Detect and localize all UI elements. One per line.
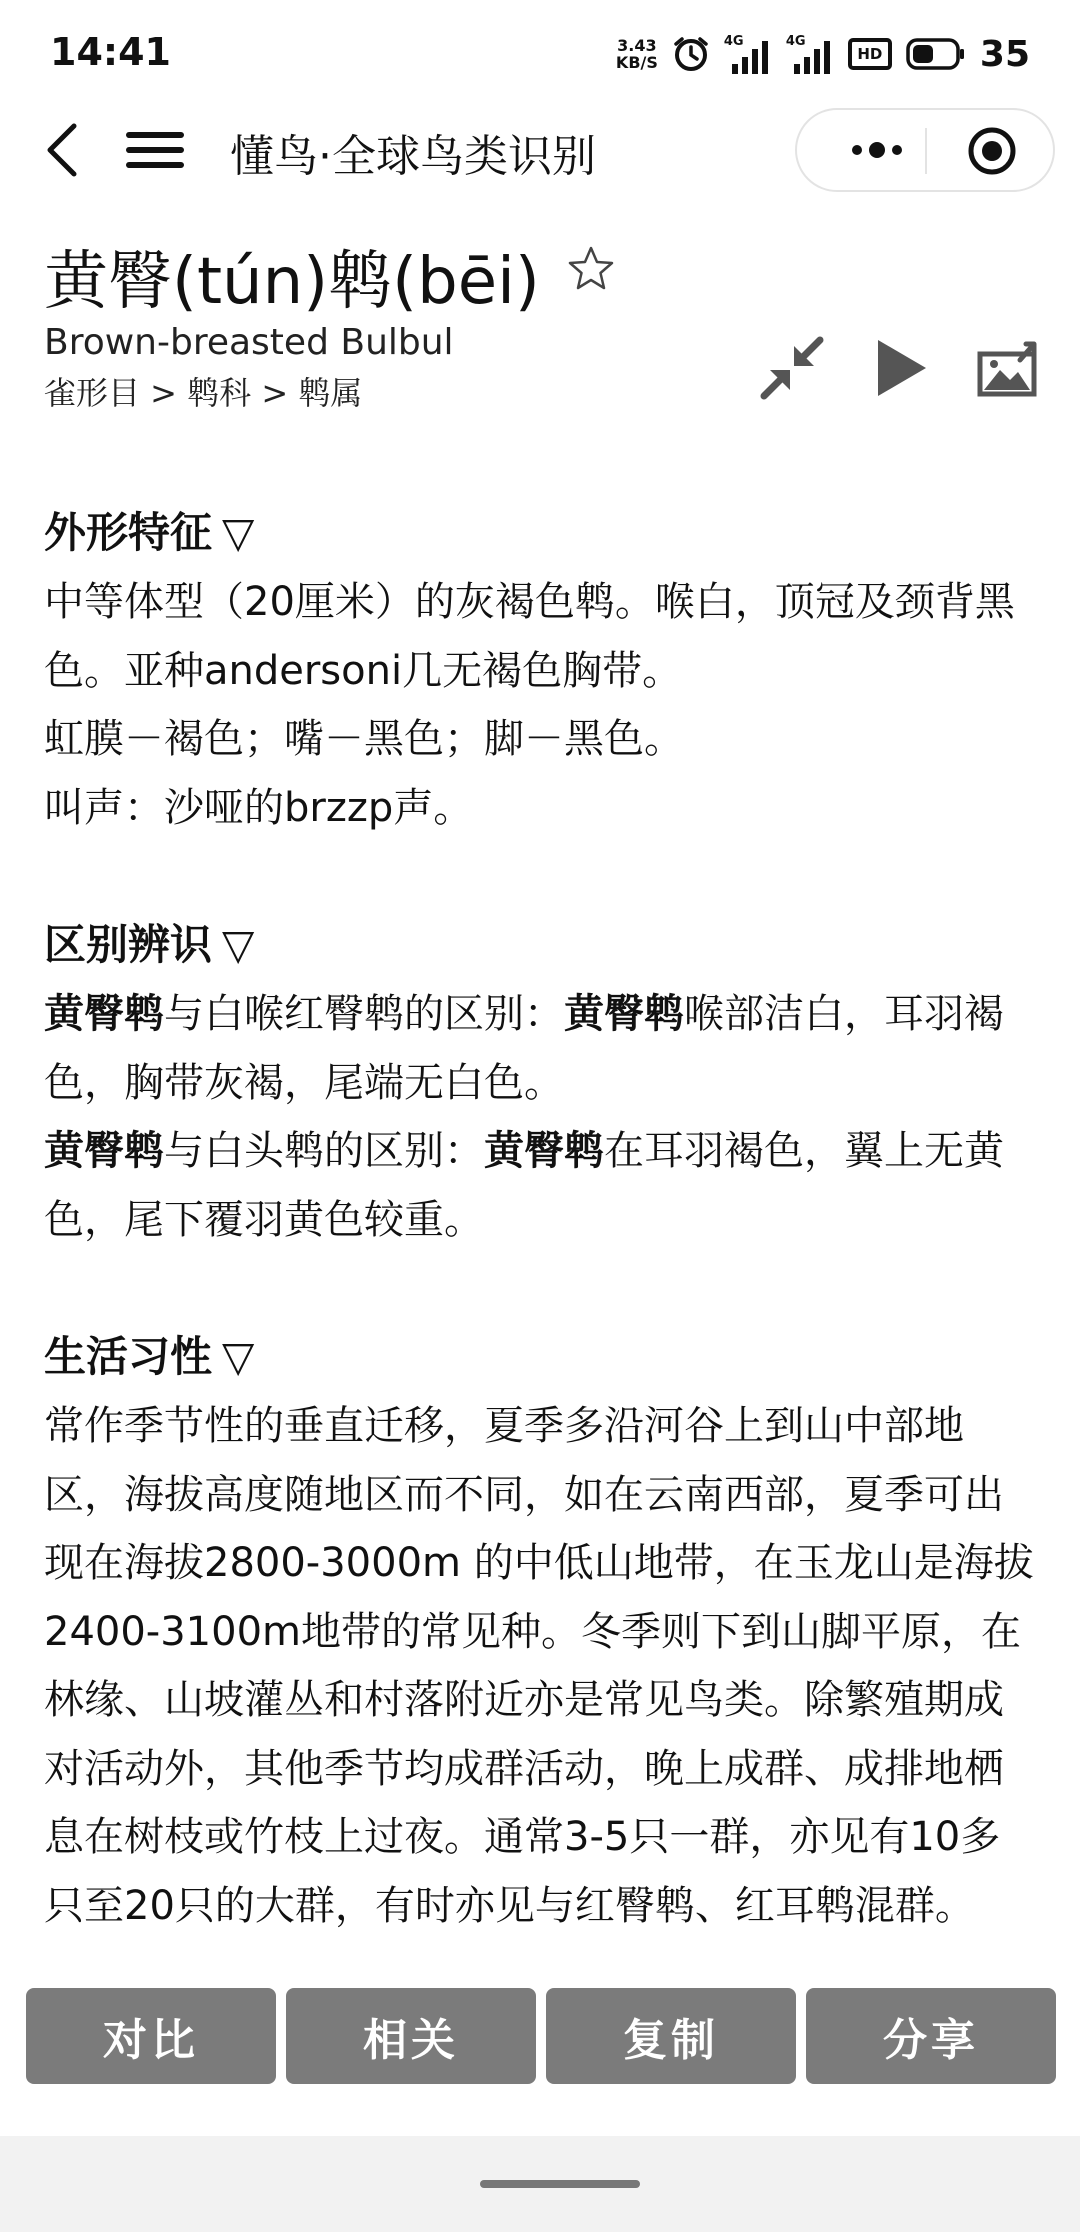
network-speed-unit: KB/S <box>615 53 658 72</box>
home-indicator[interactable] <box>480 2180 640 2188</box>
page-title: 懂鸟·全球鸟类识别 <box>230 131 596 182</box>
collapse-arrows-icon[interactable] <box>760 336 824 400</box>
appearance-line: 中等体型（20厘米）的灰褐色鹎。喉白，顶冠及颈背黑色。亚种andersoni几无褐色胸带。 <box>44 579 1015 694</box>
english-name: Brown-breasted Bulbul <box>44 322 454 363</box>
share-button[interactable]: 分享 <box>806 1988 1056 2084</box>
distinguish-paragraph <box>44 980 1036 1117</box>
section-heading-appearance[interactable] <box>44 498 1036 568</box>
section-heading-habits[interactable] <box>44 1322 1036 1392</box>
network-speed <box>616 37 658 71</box>
distinguish-text: 在耳羽褐色，翼上无黄色，尾下覆羽黄色较重。 <box>44 1128 1004 1243</box>
bird-title: 黄臀(tún)鹎(bēi) <box>44 245 540 319</box>
play-audio-icon[interactable] <box>868 336 932 400</box>
bird-name-bold: 黄臀鹎 <box>44 991 164 1037</box>
section-heading-text: 外形特征 <box>44 508 213 557</box>
signal-1-label: 4G <box>723 34 744 49</box>
expand-toggle-icon[interactable]: ▽ <box>222 1332 255 1381</box>
signal-2 <box>786 34 834 74</box>
mini-program-capsule <box>795 108 1055 192</box>
related-button[interactable]: 相关 <box>286 1988 536 2084</box>
section-habits <box>44 1322 1036 1940</box>
section-heading-distinguish[interactable] <box>44 910 1036 980</box>
battery-icon <box>906 37 966 71</box>
appearance-line: 叫声：沙哑的brzzp声。 <box>44 784 474 831</box>
taxonomy-breadcrumb: 雀形目 > 鹎科 > 鹎属 <box>44 374 363 412</box>
status-icons <box>616 30 1030 78</box>
bird-detail-content[interactable] <box>44 498 1036 1968</box>
hamburger-menu-icon[interactable] <box>126 130 184 170</box>
status-time: 14:41 <box>50 30 171 74</box>
signal-bars-icon <box>732 40 772 74</box>
chevron-left-icon[interactable] <box>40 122 84 178</box>
expand-toggle-icon[interactable]: ▽ <box>222 920 255 969</box>
signal-1 <box>724 34 772 74</box>
expand-toggle-icon[interactable]: ▽ <box>222 508 255 557</box>
copy-button[interactable]: 复制 <box>546 1988 796 2084</box>
network-speed-value: 3.43 <box>617 36 657 55</box>
compare-button[interactable]: 对比 <box>26 1988 276 2084</box>
bird-name-bold: 黄臀鹎 <box>564 991 684 1037</box>
signal-2-label: 4G <box>785 34 806 49</box>
bird-title-row <box>44 230 616 322</box>
appearance-line: 虹膜－褐色；嘴－黑色；脚－黑色。 <box>44 716 684 762</box>
favorite-star-icon[interactable] <box>566 244 616 294</box>
habits-paragraph: 常作季节性的垂直迁移，夏季多沿河谷上到山中部地区，海拔高度随地区而不同，如在云南西部，夏季可出现在海拔2800-3000m 的中低山地带，在玉龙山是海拔2400-3100m地带的常见种。冬季则下到山脚平原，在林缘、山坡灌丛和村落附近亦是常见鸟类。除繁殖期成对活动外，其他季节均成群活动，晚上成群、成排地栖息在树枝或竹枝上过夜。通常3-5只一群，亦见有10多只至20只的大群，有时亦见与红臀鹎、红耳鹎混群。 <box>44 1403 1034 1929</box>
tool-icons <box>760 336 1040 400</box>
distinguish-paragraph <box>44 1117 1036 1254</box>
bird-name-bold: 黄臀鹎 <box>44 1128 164 1174</box>
more-dots-icon[interactable] <box>847 128 907 172</box>
signal-bars-icon <box>794 40 834 74</box>
distinguish-text: 与白喉红臀鹎的区别： <box>164 991 564 1037</box>
section-heading-text: 生活习性 <box>44 1332 213 1381</box>
alarm-icon <box>672 35 710 73</box>
section-heading-text: 区别辨识 <box>44 920 213 969</box>
gesture-navigation-area <box>0 2136 1080 2232</box>
section-distinguish <box>44 910 1036 1254</box>
battery-percent: 35 <box>979 33 1030 75</box>
status-bar <box>0 0 1080 108</box>
hd-icon: HD <box>848 38 892 70</box>
bottom-action-bar <box>26 1988 1056 2086</box>
capsule-close-icon[interactable] <box>967 126 1017 176</box>
image-upload-icon[interactable] <box>976 336 1040 400</box>
nav-bar <box>0 108 1080 192</box>
distinguish-text: 与白头鹎的区别： <box>164 1128 484 1174</box>
capsule-divider <box>925 128 927 174</box>
distinguish-text: 喉部洁白，耳羽褐色，胸带灰褐，尾端无白色。 <box>44 991 1004 1106</box>
section-appearance <box>44 498 1036 842</box>
bird-name-bold: 黄臀鹎 <box>484 1128 604 1174</box>
